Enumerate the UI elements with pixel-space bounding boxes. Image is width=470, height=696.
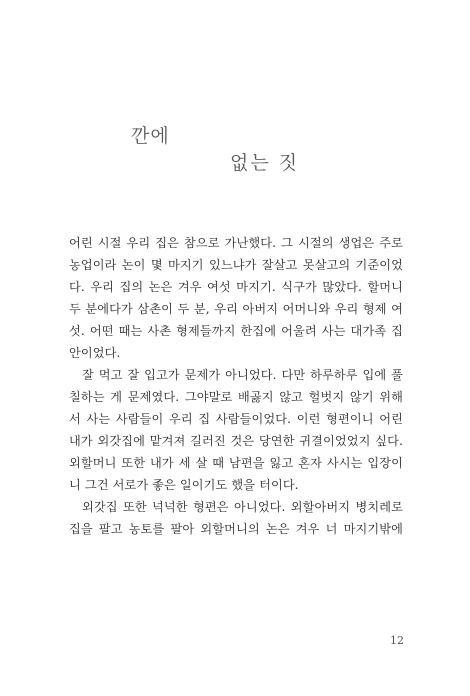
text-line: 칠하는 게 문제였다. 그야말로 배곯지 않고 헐벗지 않기 위해: [69, 390, 403, 404]
text-line: 외갓집 또한 넉넉한 형편은 아니었다. 외할아버지 병치레로: [82, 500, 403, 514]
text-line: 어린 시절 우리 집은 참으로 가난했다. 그 시절의 생업은 주로: [69, 236, 403, 250]
chapter-title-line-2: 없는 짓: [230, 152, 300, 174]
text-line: 농업이라 논이 몇 마지기 있느냐가 잘살고 못살고의 기준이었: [69, 258, 403, 272]
text-line: 내가 외갓집에 맡겨져 길러진 것은 당연한 귀결이었었지 싶다.: [69, 434, 403, 448]
text-line: 서 사는 사람들이 우리 집 사람들이었다. 이런 형편이니 어린: [69, 412, 403, 426]
text-line: 두 분에다가 삼촌이 두 분, 우리 아버지 어머니와 우리 형제 여: [69, 302, 403, 316]
text-line: 외할머니 또한 내가 세 살 때 남편을 잃고 혼자 사시는 입장이: [69, 456, 403, 470]
text-line: 집을 팔고 농토를 팔아 외할머니의 논은 겨우 너 마지기밖에: [69, 522, 403, 536]
text-line: 섯. 어떤 때는 사촌 형제들까지 한집에 어울려 사는 대가족 집: [69, 324, 403, 338]
chapter-title-line-1: 깐에: [131, 125, 170, 147]
text-line: 안이었다.: [69, 346, 121, 360]
text-line: 니 그건 서로가 좋은 일이기도 했을 터이다.: [69, 478, 299, 492]
text-line: 다. 우리 집의 논은 겨우 여섯 마지기. 식구가 많았다. 할머니: [69, 280, 403, 294]
page-number: 12: [390, 634, 404, 647]
text-line: 잘 먹고 잘 입고가 문제가 아니었다. 다만 하루하루 입에 풀: [82, 368, 403, 382]
body-text: [69, 232, 403, 540]
